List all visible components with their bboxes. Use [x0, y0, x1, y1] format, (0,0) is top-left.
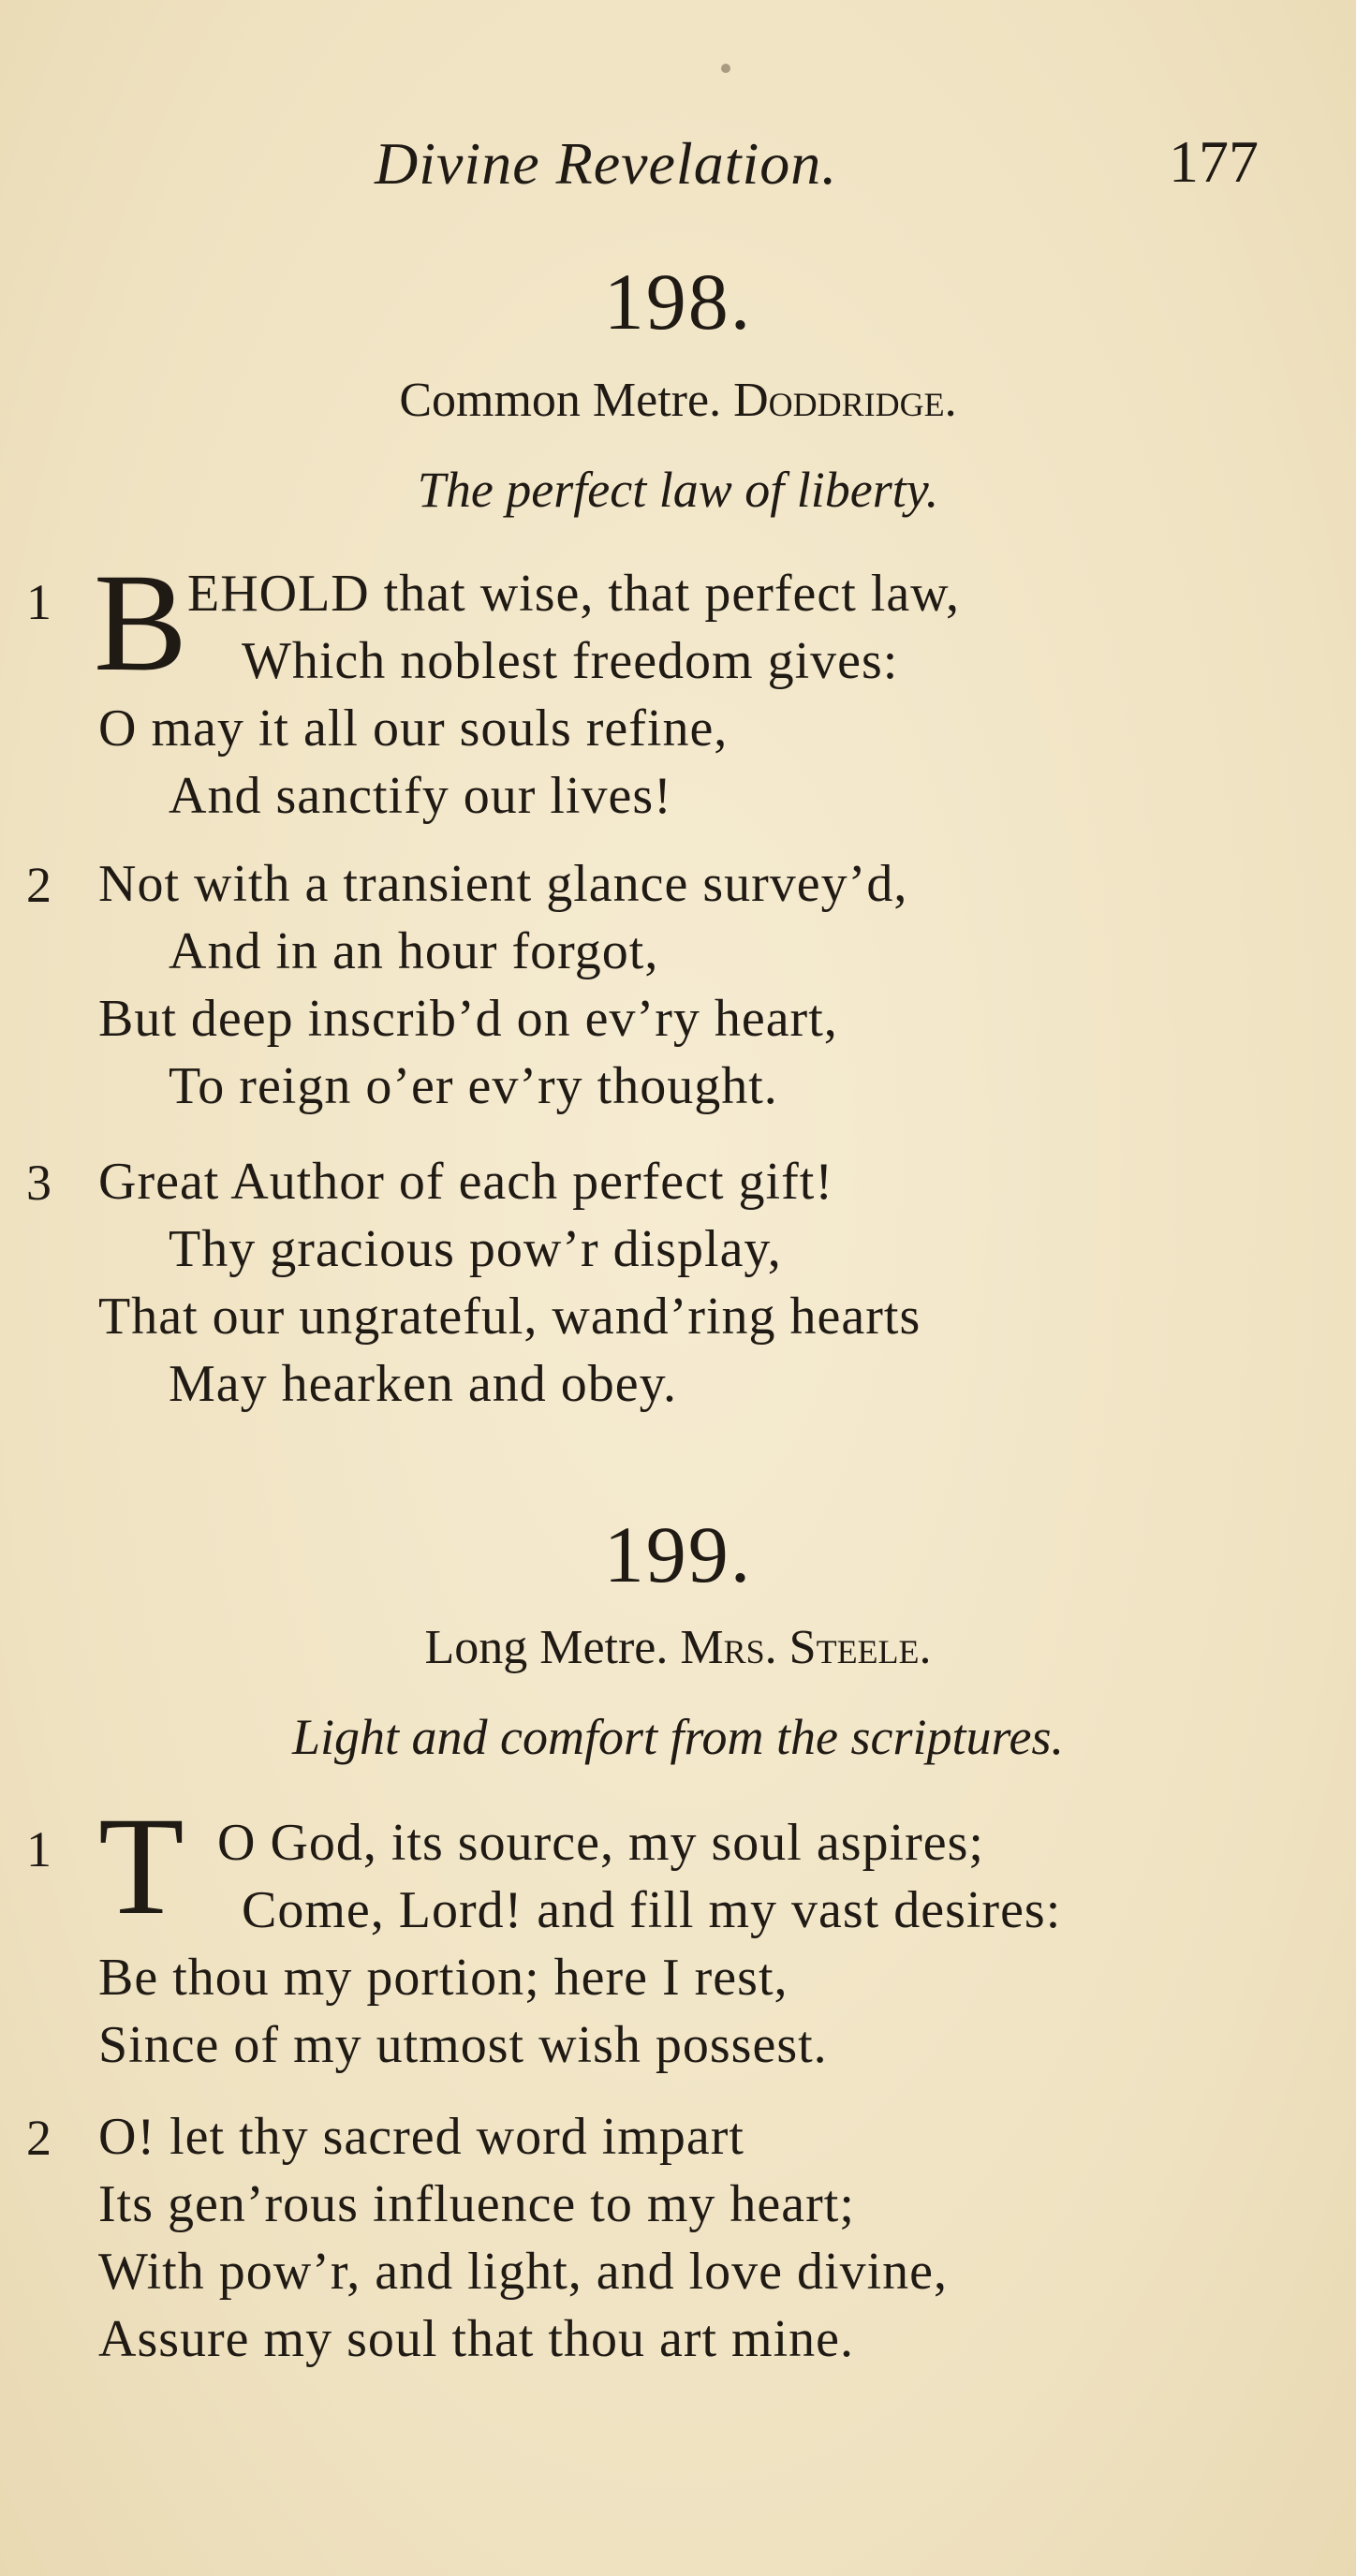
metre: Long Metre. — [424, 1621, 669, 1674]
metre: Common Metre. — [399, 374, 722, 427]
verse-line: O God, its source, my soul aspires; — [217, 1814, 984, 1872]
verse-line: But deep inscrib’d on ev’ry heart, — [98, 990, 838, 1048]
verse-line: Assure my soul that thou art mine. — [98, 2310, 855, 2368]
verse-line: Which noblest freedom gives: — [242, 632, 899, 690]
author: Mrs. Steele. — [680, 1621, 932, 1674]
hymn-subject: Light and comfort from the scriptures. — [291, 1709, 1064, 1765]
verse-line: Thy gracious pow’r display, — [169, 1220, 782, 1278]
verse-line: Since of my utmost wish possest. — [98, 2016, 828, 2074]
stanza-number: 3 — [26, 1155, 52, 1211]
verse-line: Come, Lord! and fill my vast desires: — [242, 1881, 1062, 1939]
page-number: 177 — [1169, 128, 1259, 195]
verse-line: With pow’r, and light, and love divine, — [98, 2243, 948, 2301]
stanza-number: 1 — [26, 1821, 52, 1877]
verse-line: Be thou my portion; here I rest, — [98, 1949, 789, 2007]
drop-cap: B — [94, 545, 188, 700]
verse-line: Great Author of each perfect gift! — [98, 1153, 833, 1211]
author: Doddridge. — [733, 374, 957, 427]
metre-line — [0, 373, 1356, 428]
verse-line: And in an hour forgot, — [169, 922, 659, 980]
verse-line: That our ungrateful, wand’ring hearts — [98, 1288, 921, 1346]
stanza-number: 1 — [26, 574, 52, 630]
verse-line: May hearken and obey. — [169, 1355, 677, 1413]
stanza-number: 2 — [26, 2110, 52, 2166]
metre-line — [0, 1620, 1356, 1675]
hymn-number: 199. — [603, 1509, 753, 1599]
ink-speck — [721, 64, 730, 73]
hymn-number: 198. — [603, 257, 753, 346]
stanza-number: 2 — [26, 857, 52, 913]
verse-line: Not with a transient glance survey’d, — [98, 855, 908, 913]
running-head-title: Divine Revelation. — [375, 130, 838, 197]
verse-line: O may it all our souls refine, — [98, 699, 729, 758]
verse-line: Its gen’rous influence to my heart; — [98, 2175, 855, 2233]
hymn-subject: The perfect law of liberty. — [417, 462, 939, 518]
verse-line: To reign o’er ev’ry thought. — [169, 1057, 778, 1115]
verse-line: O! let thy sacred word impart — [98, 2108, 744, 2166]
drop-cap: T — [98, 1788, 184, 1944]
verse-line: And sanctify our lives! — [169, 767, 672, 825]
verse-line: EHOLD that wise, that perfect law, — [187, 565, 960, 623]
